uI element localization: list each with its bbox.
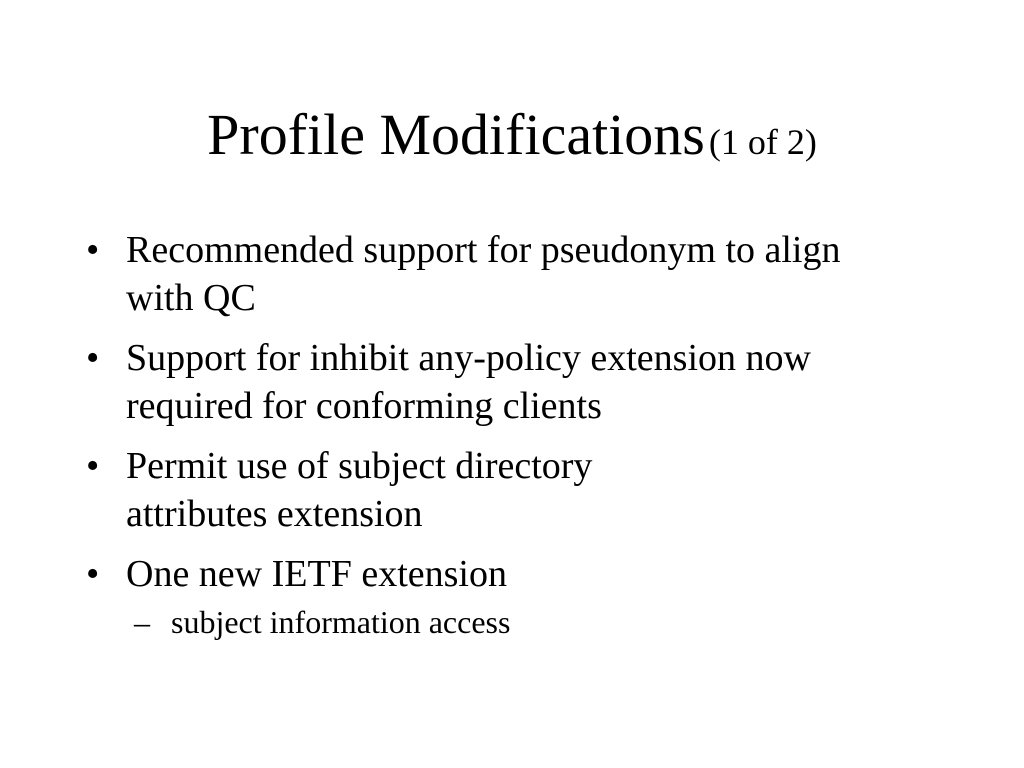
title-text: Profile Modifications — [207, 102, 705, 167]
bullet-text: Permit use of subject directory attributes extension — [126, 445, 593, 535]
bullet-list — [86, 226, 946, 654]
sub-bullet-marker: – — [134, 604, 150, 640]
bullet-text: Support for inhibit any-policy extension now required for conforming clients — [126, 337, 811, 427]
bullet-marker: • — [86, 229, 100, 271]
sub-bullet-text: subject information access — [171, 604, 511, 640]
bullet-item — [86, 226, 906, 322]
sub-bullet-item — [126, 602, 906, 642]
bullet-marker: • — [86, 553, 100, 595]
bullet-text: Recommended support for pseudonym to align with QC — [126, 229, 841, 319]
title-part-indicator: (1 of 2) — [708, 122, 817, 162]
bullet-text: One new IETF extension — [126, 553, 507, 595]
sub-bullet-list — [126, 602, 906, 642]
bullet-marker: • — [86, 445, 100, 487]
slide-title — [0, 100, 1024, 185]
bullet-item — [86, 442, 706, 538]
bullet-item — [86, 550, 906, 642]
bullet-item — [86, 334, 906, 430]
bullet-marker: • — [86, 337, 100, 379]
